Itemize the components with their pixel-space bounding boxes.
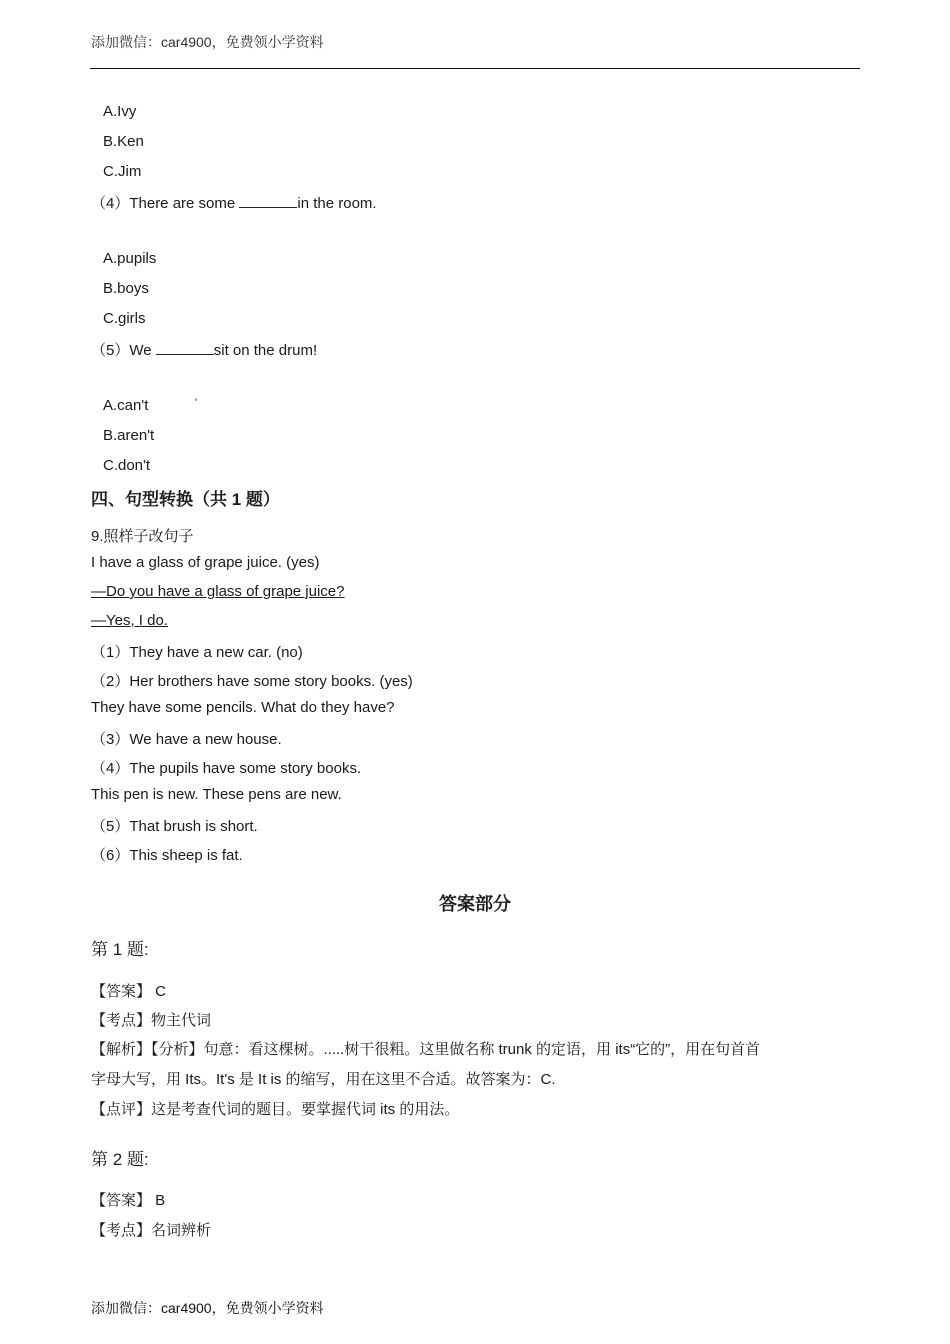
answer-1-point: 【考点】物主代词 [91,1012,212,1029]
answer-2-answer: 【答案】 B [91,1192,166,1209]
answer-1-answer: 【答案】 C [91,983,167,1000]
q5-text-pre: （5）We [91,342,156,359]
q3-option-a: A.Ivy [103,103,137,120]
example-answer-1: —Do you have a glass of grape juice? [91,583,345,600]
s4-item-2: （2）Her brothers have some story books. (yes) [91,673,413,690]
q9-title: 9.照样子改句子 [91,528,194,545]
question-4 [91,192,377,213]
q4-text-post: in the room. [297,195,377,212]
q5-blank [156,342,214,355]
answer-2-point: 【考点】名词辨析 [91,1222,212,1239]
page-footer-text: 添加微信：car4900，免费领小学资料 [91,1300,324,1316]
q4-text-pre: （4）There are some [91,195,240,212]
example-answer-2: —Yes, I do. [91,612,168,629]
s4-item-6: （6）This sheep is fat. [91,847,243,864]
answer-1-analysis-line-2: 字母大写，用 Its。It's 是 It is 的缩写，用在这里不合适。故答案为：C. [91,1071,556,1088]
q3-option-c: C.Jim [103,163,142,180]
stray-mark: ' [195,397,198,409]
s4-example-2: They have some pencils. What do they have? [91,699,395,716]
q3-option-b: B.Ken [103,133,144,150]
section-4-title: 四、句型转换（共 1 题） [91,490,280,509]
q4-option-b: B.boys [103,280,149,297]
s4-example-3: This pen is new. These pens are new. [91,786,342,803]
q5-option-b: B.aren't [103,427,155,444]
q5-text-post: sit on the drum! [213,342,318,359]
answer-1-comment: 【点评】这是考查代词的题目。要掌握代词 its 的用法。 [91,1101,460,1118]
example-sentence: I have a glass of grape juice. (yes) [91,554,320,571]
answer-1-heading: 第 1 题: [91,940,149,959]
q4-blank [239,195,297,208]
s4-item-3: （3）We have a new house. [91,731,282,748]
s4-item-1: （1）They have a new car. (no) [91,644,303,661]
answer-2-heading: 第 2 题: [91,1150,149,1169]
q5-option-a: A.can't [103,397,149,414]
s4-item-4: （4）The pupils have some story books. [91,760,362,777]
question-5 [91,339,317,360]
header-divider [90,68,860,69]
q4-option-c: C.girls [103,310,146,327]
answer-1-analysis-line-1: 【解析】【分析】句意：看这棵树。.....树干很粗。这里做名称 trunk 的定语，用 its“它的”，用在句首首 [91,1041,761,1058]
q4-option-a: A.pupils [103,250,157,267]
answers-title: 答案部分 [439,894,511,914]
s4-item-5: （5）That brush is short. [91,818,258,835]
page-header-text: 添加微信：car4900，免费领小学资料 [91,34,324,50]
q5-option-c: C.don't [103,457,151,474]
